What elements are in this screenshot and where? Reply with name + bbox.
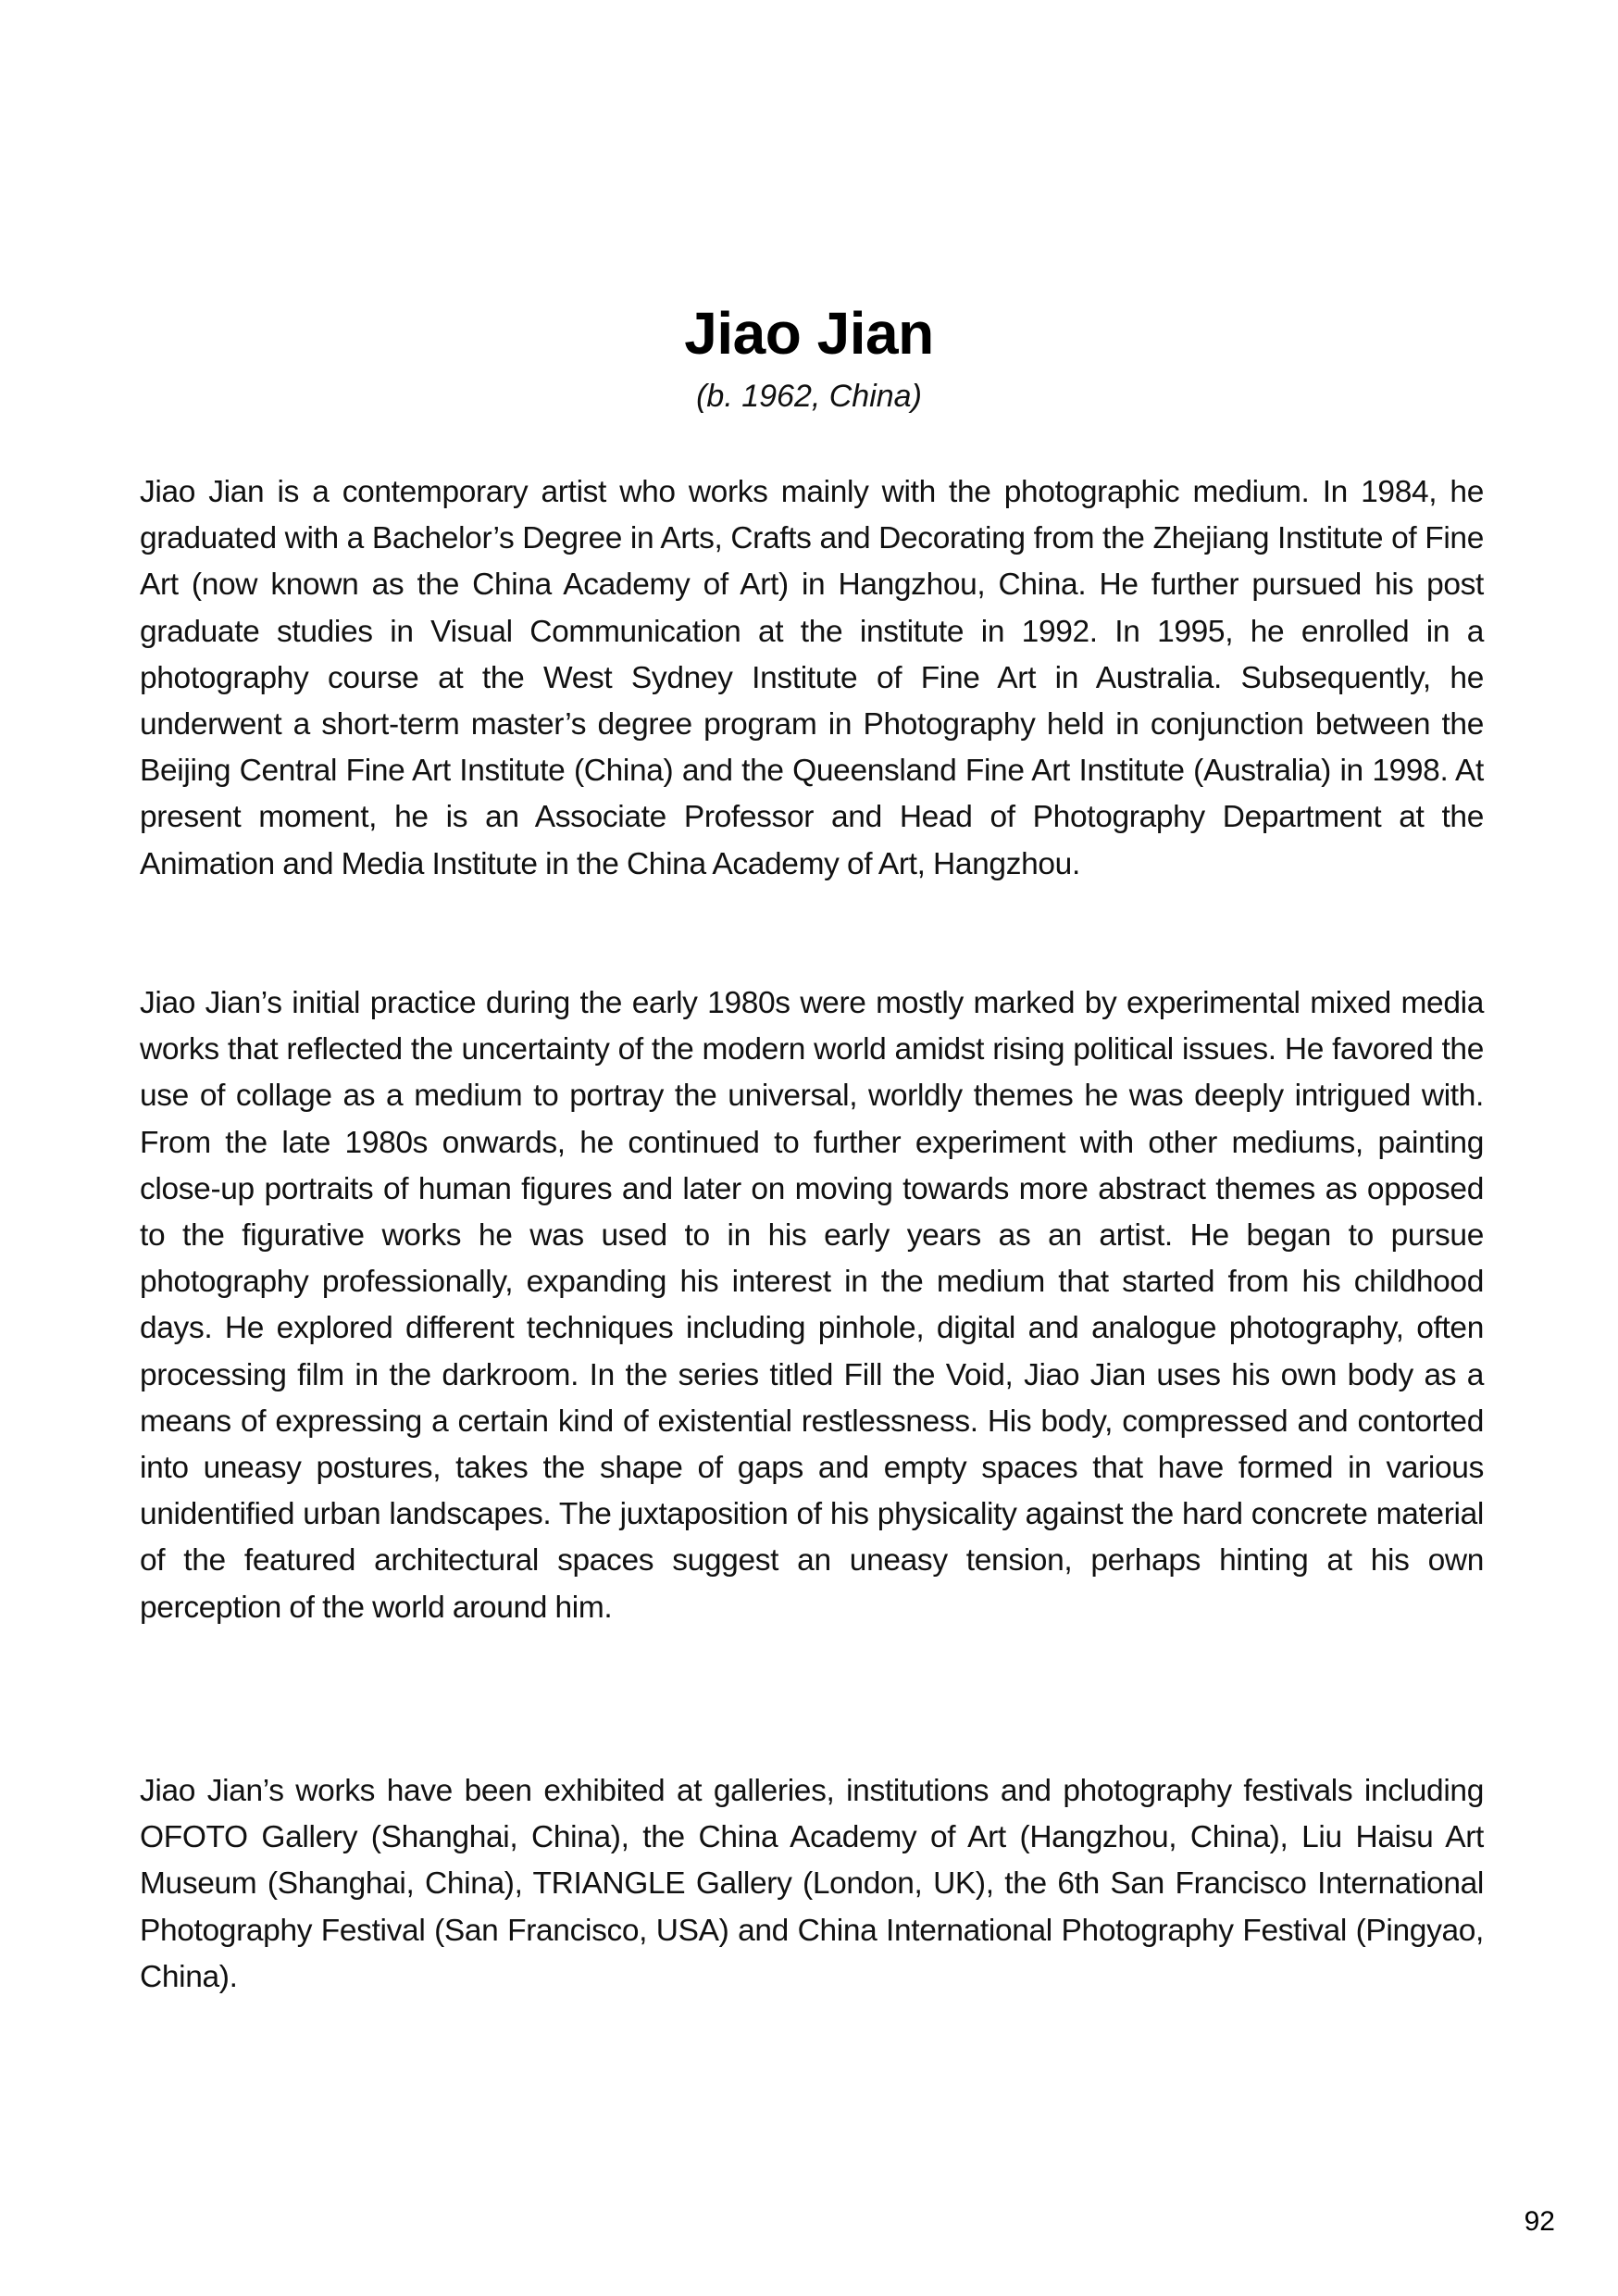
biography-paragraph: Jiao Jian is a contemporary artist who works mainly with the photographic medium. In 1984, he graduated with a Bachelor’s Degree in Arts, Crafts and Decorating from the Zhejiang Institute of Fine Art (now known as the China Academy of Art) in Hangzhou, China. He further pursued his post graduate studies in Visual Communication at the institute in 1992. In 1995, he enrolled in a photography course at the West Sydney Institute of Fine Art in Australia. Subsequently, he underwent a short-term master’s degree program in Photography held in conjunction between the Beijing Central Fine Art Institute (China) and the Queensland Fine Art Institute (Australia) in 1998. At present moment, he is an Associate Professor and Head of Photography Department at the Animation and Media Institute in the China Academy of Art, Hangzhou. — [140, 475, 1484, 881]
artist-name-title: Jiao Jian — [684, 300, 934, 367]
exhibitions-paragraph: Jiao Jian’s works have been exhibited at galleries, institutions and photography festivals including OFOTO Gallery (Shanghai, China), the China Academy of Art (Hangzhou, China), Liu Haisu Art Museum (Shanghai, China), TRIANGLE Gallery (London, UK), the 6th San Francisco International Photography Festival (San Francisco, USA) and China International Photography Festival (Pingyao, China). — [140, 1774, 1484, 1994]
page-number: 92 — [1524, 2206, 1555, 2237]
artist-birth-subtitle: (b. 1962, China) — [696, 379, 922, 414]
practice-paragraph: Jiao Jian’s initial practice during the early 1980s were mostly marked by experimental mixed media works that reflected the uncertainty of the modern world amidst rising political issues. He favored the use of collage as a medium to portray the universal, worldly themes he was deeply intrigued with. From the late 1980s onwards, he continued to further experiment with other mediums, painting close-up portraits of human figures and later on moving towards more abstract themes as opposed to the figurative works he was used to in his early years as an artist. He began to pursue photography professionally, expanding his interest in the medium that started from his childhood days. He explored different techniques including pinhole, digital and analogue photography, often processing film in the darkroom. In the series titled Fill the Void, Jiao Jian uses his own body as a means of expressing a certain kind of existential restlessness. His body, compressed and contorted into uneasy postures, takes the shape of gaps and empty spaces that have formed in various unidentified urban landscapes. The juxtaposition of his physicality against the hard concrete material of the featured architectural spaces suggest an uneasy tension, perhaps hinting at his own perception of the world around him. — [140, 986, 1484, 1625]
